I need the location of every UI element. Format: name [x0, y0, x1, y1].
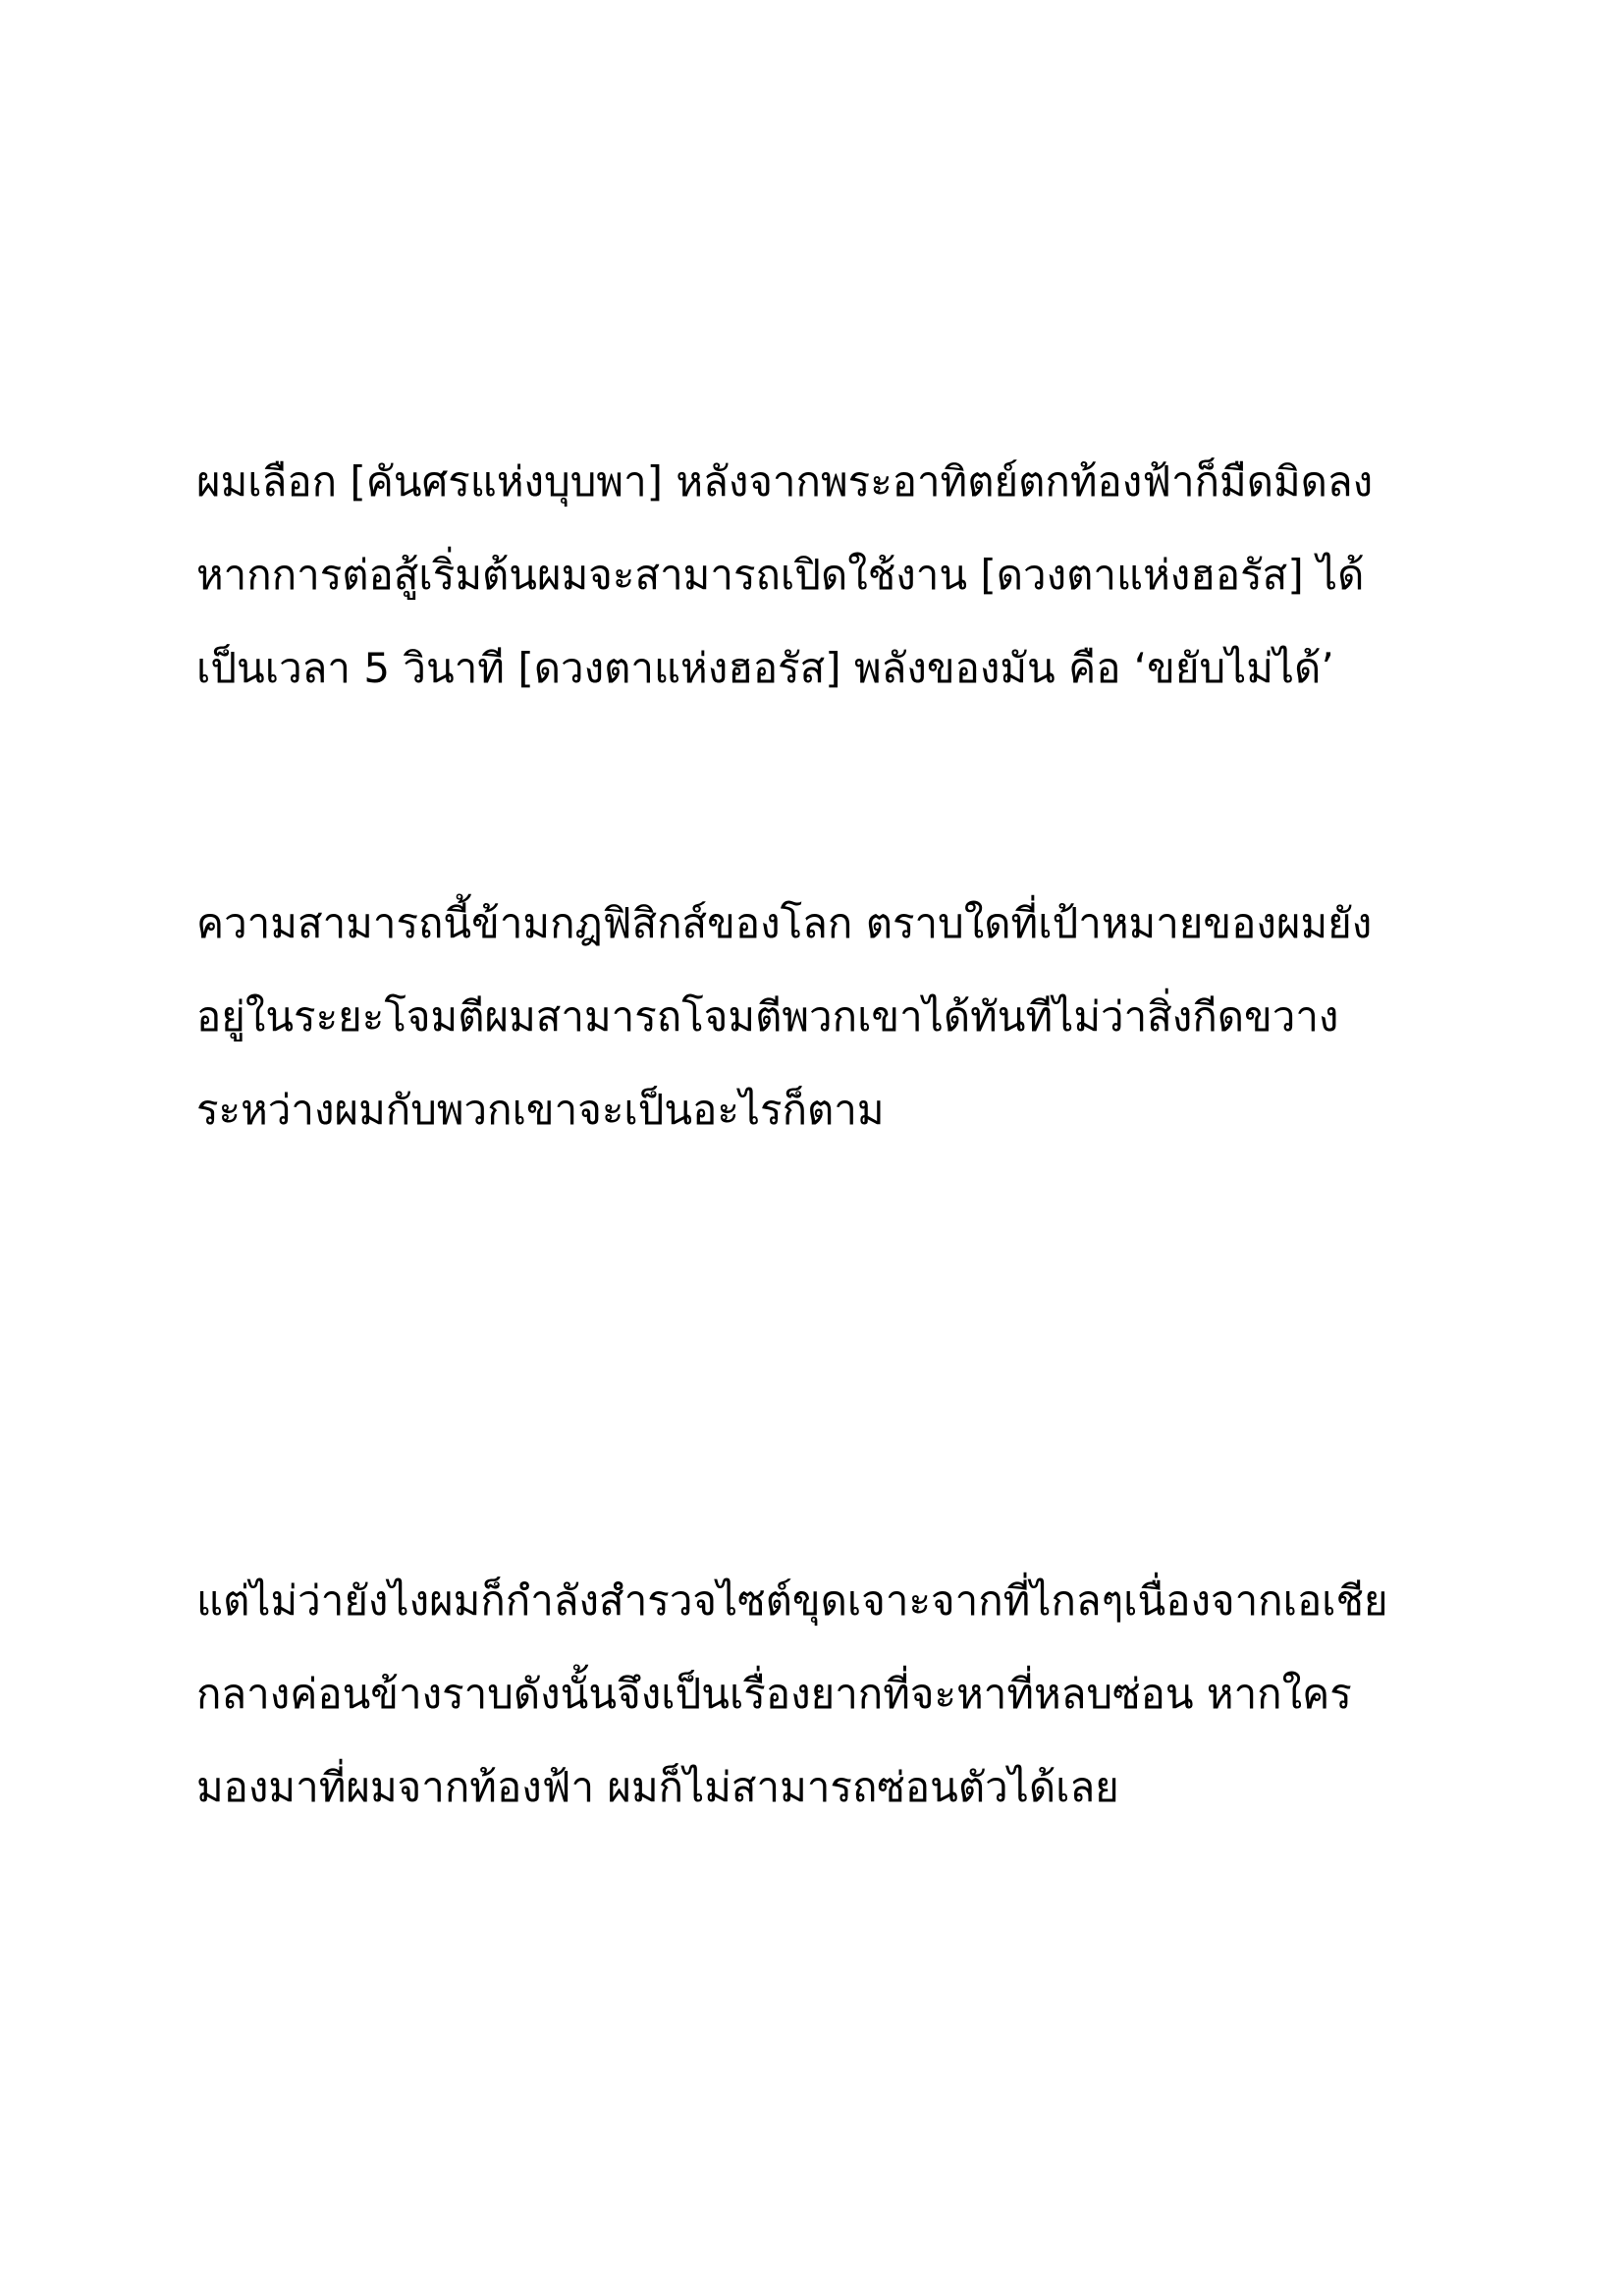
paragraph-2	[196, 877, 1424, 1156]
text-line: อยู่ในระยะโจมตีผมสามารถโจมตีพวกเขาได้ทันทีไม่ว่าสิ่งกีดขวาง	[196, 992, 1339, 1041]
text-line: กลางค่อนข้างราบดังนั้นจึงเป็นเรื่องยากที่จะหาที่หลบซ่อน หากใคร	[196, 1670, 1352, 1718]
text-line: มองมาที่ผมจากท้องฟ้า ผมก็ไม่สามารถซ่อนตัวได้เลย	[196, 1763, 1119, 1811]
text-line: ผมเลือก [คันศรแห่งบุบพา] หลังจากพระอาทิตย์ตกท้องฟ้าก็มืดมิดลง	[196, 457, 1374, 506]
text-line: หากการต่อสู้เริ่มต้นผมจะสามารถเปิดใช้งาน [ดวงตาแห่งฮอรัส] ได้	[196, 551, 1365, 599]
text-line: ความสามารถนี้ข้ามกฎฟิสิกส์ของโลก ตราบใดที่เป้าหมายของผมยัง	[196, 899, 1373, 947]
paragraph-3	[196, 1554, 1424, 1834]
text-line: ระหว่างผมกับพวกเขาจะเป็นอะไรก็ตาม	[196, 1086, 885, 1134]
paragraph-1	[196, 435, 1424, 715]
text-line: แต่ไม่ว่ายังไงผมก็กำลังสำรวจไซต์ขุดเจาะจากที่ไกลๆเนื่องจากเอเชีย	[196, 1576, 1388, 1625]
text-line: เป็นเวลา 5 วินาที [ดวงตาแห่งฮอรัส] พลังของมัน คือ ‘ขยับไม่ได้’	[196, 644, 1334, 692]
